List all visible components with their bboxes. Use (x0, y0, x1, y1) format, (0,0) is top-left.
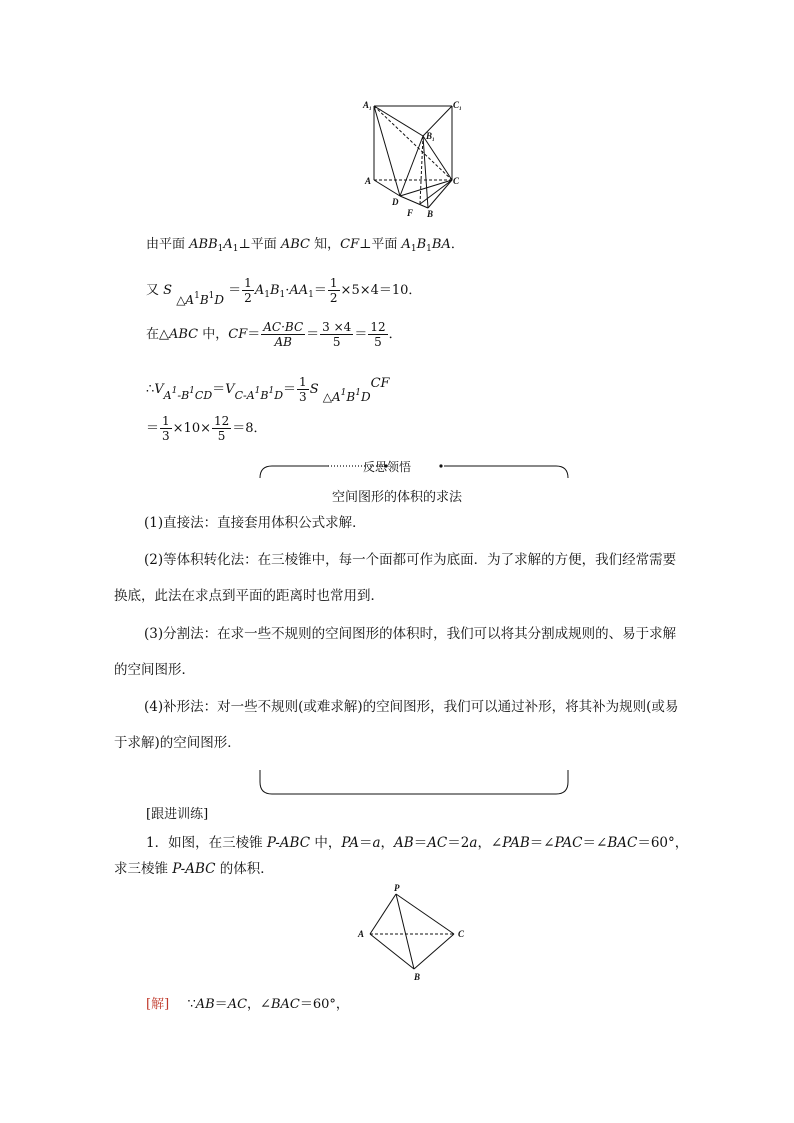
label-B1: B (426, 131, 433, 141)
text: BAC (607, 835, 638, 851)
text: P-ABC (172, 861, 216, 877)
prism-figure (360, 96, 470, 218)
text: ＝ (283, 382, 297, 397)
text: 由平面 (146, 237, 190, 252)
text: A (401, 237, 411, 252)
text: ＝ (306, 327, 320, 342)
text: 1 (410, 244, 417, 254)
text: B (260, 389, 269, 402)
text: ＝∠ (529, 835, 555, 851)
text: 5 (374, 335, 382, 349)
text: 1 (254, 386, 261, 396)
text: PAB (502, 835, 530, 851)
text: A (163, 389, 172, 402)
statement-result (146, 414, 267, 443)
text: ＝ (228, 283, 242, 298)
text: 2 (244, 291, 252, 305)
text: 1 (162, 414, 170, 428)
text: AB (394, 835, 414, 851)
section-title: 空间图形的体积的求法 (331, 490, 462, 505)
text: 知， (310, 237, 341, 252)
statement-cf (146, 320, 402, 349)
text: △A (176, 293, 195, 307)
text: 在△ (146, 327, 169, 342)
fraction (320, 320, 353, 349)
text: AC·BC (263, 320, 304, 334)
label-F: F (407, 208, 414, 218)
text: P-ABC (266, 835, 311, 851)
text: 3 (299, 390, 307, 404)
label-A1: A (363, 100, 370, 110)
tetrahedron-figure (354, 884, 474, 984)
text: ＝∠ (582, 835, 608, 851)
text: 1 (232, 244, 239, 254)
text: D (274, 389, 284, 402)
text: PAC (554, 835, 583, 851)
reflection-box-bottom (258, 768, 570, 796)
text: a (469, 835, 478, 851)
text: ×5×4＝10． (340, 283, 422, 298)
volume-subscript-1 (163, 386, 213, 402)
text: S (309, 382, 319, 397)
method-3 (114, 616, 684, 688)
text: 1 (208, 291, 215, 301)
text: ， (380, 835, 395, 851)
fraction (261, 320, 305, 349)
text: V (225, 382, 235, 397)
text: A (223, 237, 233, 252)
label-C1-sub: 1 (459, 107, 462, 112)
text: 1 (299, 375, 307, 389)
text: ，∠ (247, 997, 271, 1012)
label-C: C (458, 929, 465, 939)
text: ＝ (313, 283, 327, 298)
text: ABB (189, 237, 218, 252)
text: · (285, 283, 290, 298)
label-D: D (392, 197, 399, 207)
fraction (328, 276, 340, 305)
label-C: C (453, 176, 460, 186)
method-1 (114, 505, 684, 541)
exercise-question-line2 (114, 860, 274, 878)
text: (1)直接法：直接套用体积公式求解． (144, 515, 366, 531)
text: 1 (189, 386, 195, 396)
text: 1 (264, 290, 270, 300)
label-P: P (394, 884, 400, 893)
text: 1 (194, 291, 200, 301)
text: CF (340, 237, 360, 252)
label-A: A (358, 929, 365, 939)
text: 1 (171, 386, 178, 396)
text: ＝ (358, 835, 373, 851)
text: AB (195, 997, 215, 1012)
text: BA (431, 237, 451, 252)
text: 1 (308, 290, 314, 300)
text: V (154, 382, 164, 397)
text: B (416, 237, 427, 252)
solution-label: [解] (146, 997, 170, 1012)
text: 的体积． (215, 861, 274, 877)
text: 1 (355, 388, 361, 398)
text: ＝ (247, 327, 261, 342)
text: 5 (217, 429, 226, 443)
label-A: A (365, 176, 372, 186)
text: ＝ (413, 835, 428, 851)
text: 1 (217, 244, 224, 254)
text: ×10× (172, 421, 211, 436)
text: 1．如图，在三棱锥 (146, 835, 267, 851)
fraction (212, 414, 231, 443)
text: PA (341, 835, 359, 851)
text: C-A (234, 389, 255, 402)
text: 中， (198, 327, 229, 342)
text: ABC (280, 237, 310, 252)
text: ＝8． (232, 421, 267, 436)
solution-line (146, 996, 349, 1014)
text: D (360, 390, 371, 404)
statement-area (146, 276, 421, 312)
text: AC (427, 835, 448, 851)
text: ∴ (146, 382, 155, 397)
text: (2)等体积转化法：在三棱锥中，每一个面都可作为底面．为了求解的方便，我们经常需要换底，此法在求点到平面的距离时也常用到． (114, 552, 677, 604)
text: ，∠ (477, 835, 503, 851)
fraction (368, 320, 387, 349)
text: CF (228, 327, 248, 342)
text: ． (388, 327, 402, 342)
fraction (242, 276, 254, 305)
text: ⊥平面 (238, 237, 281, 252)
text: 1 (244, 276, 252, 290)
fraction (160, 414, 172, 443)
text: 又 (146, 283, 164, 298)
text: (4)补形法：对一些不规则(或难求解)的空间图形，我们可以通过补形，将其补为规则(或易于求解)的空间图形． (114, 699, 679, 751)
text: △A (322, 390, 341, 404)
text: 求三棱锥 (114, 861, 173, 877)
text: 12 (370, 320, 386, 334)
text: 中， (310, 835, 342, 851)
text: S (163, 283, 173, 298)
text: ABC (169, 327, 199, 342)
text: ∵ (187, 997, 196, 1012)
text: a (372, 835, 381, 851)
text: CD (194, 389, 213, 402)
label-A1-sub: 1 (369, 107, 372, 112)
text: ＝ (212, 382, 226, 397)
label-B: B (427, 209, 434, 218)
text: AB (274, 335, 292, 349)
text: 1 (268, 386, 275, 396)
text: CF (370, 376, 390, 391)
text: 2 (329, 291, 338, 305)
label-B: B (414, 972, 421, 982)
volume-subscript-2 (234, 386, 284, 402)
label-C1: C (453, 100, 460, 110)
statement-volume (146, 370, 390, 411)
text: ＝60°， (299, 997, 349, 1012)
text: BAC (270, 997, 300, 1012)
text: 1 (426, 244, 432, 254)
text: 1 (340, 388, 347, 398)
reflection-box-title: 反思领悟 (362, 460, 411, 474)
text: D (214, 293, 225, 307)
text: ＝2 (447, 835, 470, 851)
exercise-heading: [跟进训练] (146, 807, 209, 822)
label-B1-sub: 1 (432, 138, 435, 143)
text: B (269, 283, 280, 298)
fraction (297, 375, 309, 404)
text: AA (289, 283, 309, 298)
area-subscript (176, 284, 224, 312)
text: A (254, 283, 265, 298)
text: 1 (329, 276, 338, 290)
text: ＝60°， (637, 835, 689, 851)
text: B (346, 390, 356, 404)
method-4 (114, 689, 684, 761)
text: ＝ (354, 327, 368, 342)
text: ＝ (146, 421, 160, 436)
method-2 (114, 542, 684, 614)
text: AC (227, 997, 248, 1012)
text: 5 (332, 335, 341, 349)
text: 12 (213, 414, 230, 428)
text: 3 (162, 429, 170, 443)
text: ＝ (214, 997, 228, 1012)
text: 3 ×4 (322, 320, 352, 334)
text: (3)分割法：在求一些不规则的空间图形的体积时，我们可以将其分割成规则的、易于求解的空间图形． (114, 626, 677, 678)
text: B (199, 293, 209, 307)
text: -B (177, 389, 190, 402)
text: 1 (279, 290, 286, 300)
exercise-question-line1 (146, 834, 688, 852)
area-subscript (323, 379, 371, 411)
text: ⊥平面 (359, 237, 402, 252)
statement-perpendicular (146, 236, 464, 258)
text: ． (450, 237, 464, 252)
